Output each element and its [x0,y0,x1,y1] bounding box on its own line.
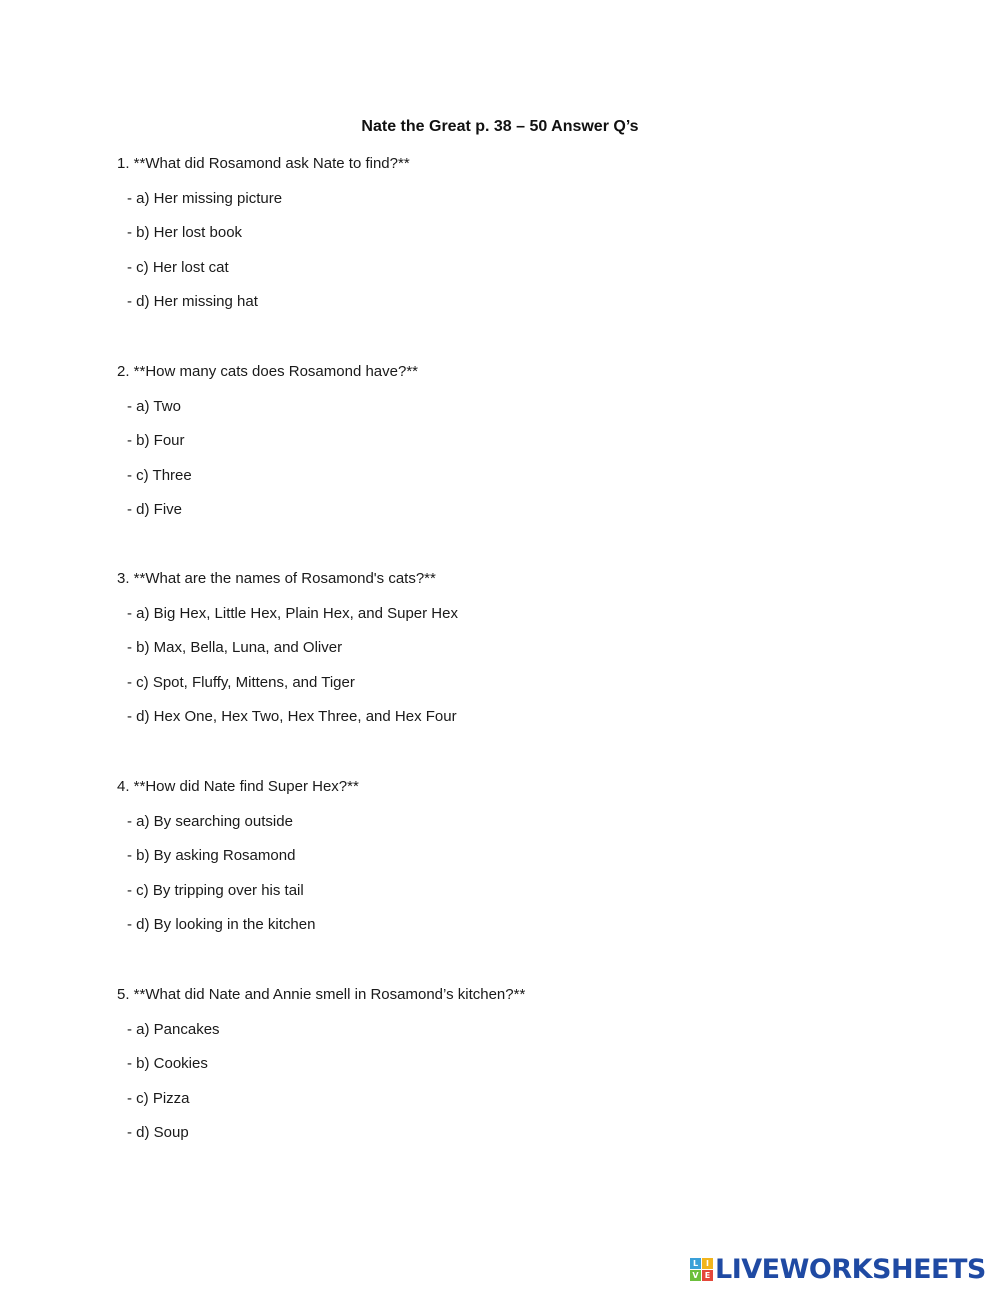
answer-option: - d) Hex One, Hex Two, Hex Three, and Hex Four [127,708,457,726]
question-1 [117,154,877,312]
question-4 [117,777,877,935]
answer-option: - d) Five [127,501,183,519]
question-text: 1. **What did Rosamond ask Nate to find?** [117,155,410,172]
question-text: 5. **What did Nate and Annie smell in Rosamond’s kitchen?** [117,986,526,1003]
logo-mark-letter: L [690,1258,701,1269]
question-text: 4. **How did Nate find Super Hex?** [117,778,359,795]
liveworksheets-logo[interactable] [690,1254,986,1284]
question-5 [117,985,877,1143]
logo-mark-letter: E [702,1270,713,1281]
question-text: 2. **How many cats does Rosamond have?** [117,363,418,380]
logo-mark-letter: V [690,1270,701,1281]
question-3 [117,569,877,727]
page-title: Nate the Great p. 38 – 50 Answer Q’s [361,118,639,135]
answer-option: - b) Her lost book [127,224,243,242]
answer-option: - b) Max, Bella, Luna, and Oliver [127,639,343,657]
answer-option: - a) Her missing picture [127,189,283,207]
question-2 [117,362,877,520]
answer-option: - b) By asking Rosamond [127,847,296,865]
answer-option: - c) Three [127,466,192,484]
answer-option: - a) Pancakes [127,1020,220,1038]
answer-option: - a) By searching outside [127,812,293,830]
logo-mark-letter: I [702,1258,713,1269]
answer-option: - c) Pizza [127,1089,190,1107]
answer-option: - d) Her missing hat [127,293,258,311]
answer-option: - c) Her lost cat [127,258,229,276]
answer-option: - d) Soup [127,1124,189,1142]
answer-option: - a) Two [127,397,181,415]
liveworksheets-logo-icon [690,1258,713,1281]
logo-text: LIVEWORKSHEETS [715,1253,986,1285]
answer-option: - c) Spot, Fluffy, Mittens, and Tiger [127,673,355,691]
answer-option: - b) Cookies [127,1055,208,1073]
answer-option: - c) By tripping over his tail [127,881,304,899]
answer-option: - b) Four [127,432,185,450]
answer-option: - a) Big Hex, Little Hex, Plain Hex, and Super Hex [127,604,458,622]
answer-option: - d) By looking in the kitchen [127,916,316,934]
question-text: 3. **What are the names of Rosamond's cats?** [117,570,436,587]
